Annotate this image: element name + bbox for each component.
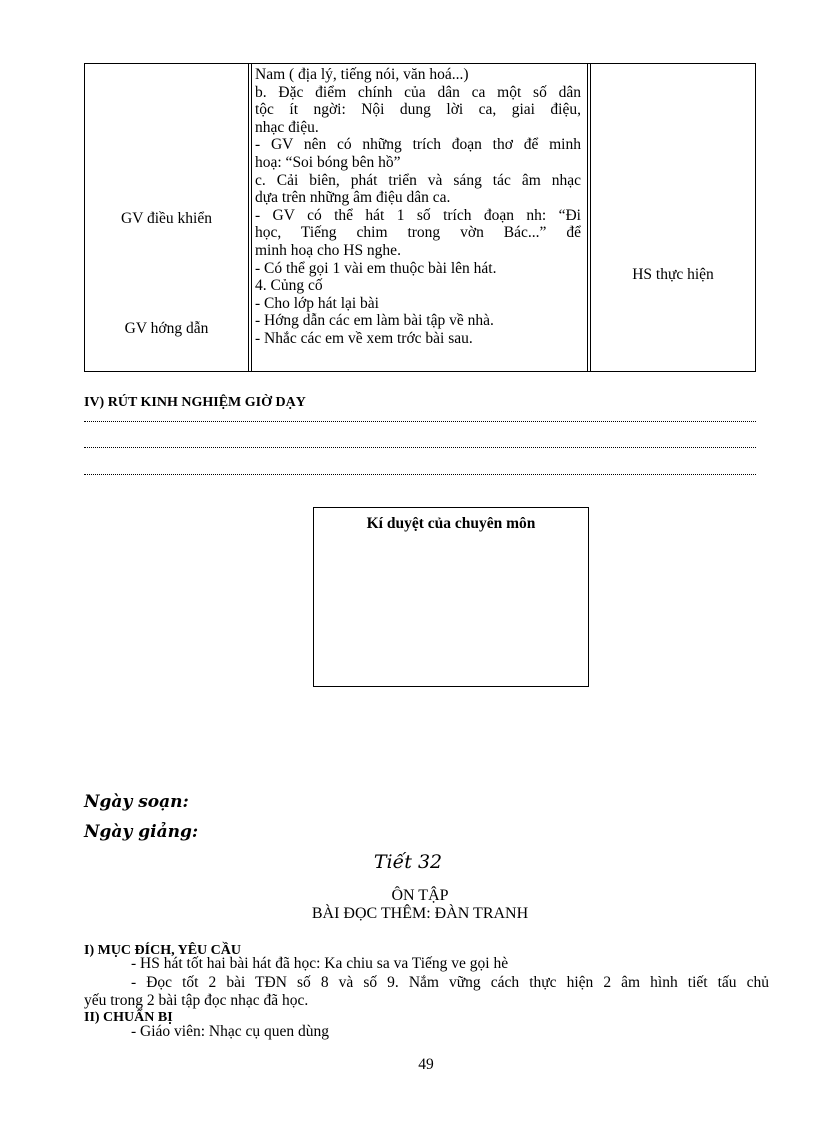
content-line: b. Đặc điểm chính của dân ca một số dân xyxy=(255,83,581,101)
dotted-line xyxy=(84,447,756,448)
dotted-line xyxy=(84,421,756,422)
content-line: - GV có thể hát 1 số trích đoạn nh: “Đi xyxy=(255,206,581,224)
lesson-title-line1: ÔN TẬP xyxy=(391,887,449,904)
dotted-line xyxy=(84,474,756,475)
content-line: nhạc điệu. xyxy=(255,118,319,136)
column-divider xyxy=(587,64,591,371)
content-line: - Cho lớp hát lại bài xyxy=(255,294,379,312)
content-line: - GV nên có những trích đoạn thơ để minh xyxy=(255,136,581,154)
section-i-line: yếu trong 2 bài tập đọc nhạc đã học. xyxy=(84,992,309,1009)
section-iv-heading: IV) RÚT KINH NGHIỆM GIỜ DẠY xyxy=(84,395,306,410)
lesson-content xyxy=(255,66,581,348)
teacher-activity-row2: GV hớng dẫn xyxy=(124,320,209,337)
content-line: 4. Củng cố xyxy=(255,277,323,295)
content-line: - Hớng dẫn các em làm bài tập về nhà. xyxy=(255,312,494,330)
section-ii-heading: II) CHUẨN BỊ xyxy=(84,1010,173,1025)
lesson-title-line2: BÀI ĐỌC THÊM: ĐÀN TRANH xyxy=(311,905,529,922)
content-line: hoạ: “Soi bóng bên hồ” xyxy=(255,153,401,171)
content-line: c. Cải biên, phát triển và sáng tác âm nhạc xyxy=(255,171,581,189)
page-number: 49 xyxy=(418,1056,434,1073)
content-line: - Nhắc các em về xem trớc bài sau. xyxy=(255,329,473,347)
content-line: Nam ( địa lý, tiếng nói, văn hoá...) xyxy=(255,66,469,83)
content-line: - Có thể gọi 1 vài em thuộc bài lên hát. xyxy=(255,259,497,277)
student-activity: HS thực hiện xyxy=(632,266,714,283)
teacher-activity-row1: GV điều khiển xyxy=(121,210,212,227)
section-ii-line: - Giáo viên: Nhạc cụ quen dùng xyxy=(131,1023,329,1040)
section-i-line: - HS hát tốt hai bài hát đã học: Ka chiu sa va Tiếng ve gọi hè xyxy=(131,955,509,972)
approval-box xyxy=(313,507,589,687)
lesson-table xyxy=(84,63,756,372)
approval-box-title: Kí duyệt của chuyên môn xyxy=(366,515,536,532)
column-divider xyxy=(248,64,252,371)
lesson-period: Tiết 32 xyxy=(373,851,443,873)
section-i-line: - Đọc tốt 2 bài TĐN số 8 và số 9. Nắm vững cách thực hiện 2 âm hình tiết tấu chủ xyxy=(131,974,769,991)
content-line: tộc ít ngời: Nội dung lời ca, giai điệu, xyxy=(255,101,581,119)
content-line: minh hoạ cho HS nghe. xyxy=(255,241,401,259)
content-line: học, Tiếng chim trong vờn Bác...” để xyxy=(255,224,581,242)
section-i-heading: I) MỤC ĐÍCH, YÊU CẦU xyxy=(84,943,241,958)
date-taught: Ngày giảng: xyxy=(84,822,199,842)
content-line: dựa trên những âm điệu dân ca. xyxy=(255,189,451,207)
date-prepared: Ngày soạn: xyxy=(84,792,189,812)
